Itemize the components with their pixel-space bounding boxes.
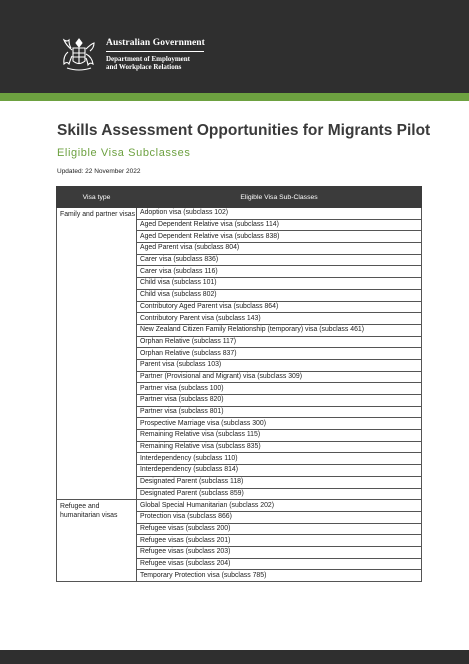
visa-subclass-cell: Aged Dependent Relative visa (subclass 838)	[137, 231, 422, 243]
updated-date: Updated: 22 November 2022	[57, 168, 141, 175]
visa-subclass-cell: Parent visa (subclass 103)	[137, 359, 422, 371]
visa-subclass-cell: Refugee visas (subclass 201)	[137, 535, 422, 547]
visa-subclass-cell: Partner (Provisional and Migrant) visa (subclass 309)	[137, 371, 422, 383]
visa-subclass-cell: Carer visa (subclass 836)	[137, 254, 422, 266]
visa-subclass-cell: Global Special Humanitarian (subclass 202)	[137, 500, 422, 512]
visa-subclass-cell: Aged Parent visa (subclass 804)	[137, 243, 422, 255]
visa-subclass-cell: Contributory Parent visa (subclass 143)	[137, 313, 422, 325]
eligible-visa-table	[56, 186, 422, 582]
column-header-sub-classes: Eligible Visa Sub-Classes	[137, 187, 422, 208]
visa-subclass-cell: Temporary Protection visa (subclass 785)	[137, 570, 422, 582]
visa-subclass-cell: Orphan Relative (subclass 117)	[137, 336, 422, 348]
visa-subclass-cell: Interdependency (subclass 814)	[137, 465, 422, 477]
government-branding	[106, 38, 205, 71]
table-header-row	[57, 187, 422, 208]
page-subtitle: Eligible Visa Subclasses	[57, 147, 191, 159]
visa-subclass-cell: Child visa (subclass 802)	[137, 289, 422, 301]
table-row	[57, 208, 422, 220]
visa-subclass-cell: Contributory Aged Parent visa (subclass 864)	[137, 301, 422, 313]
visa-subclass-cell: Refugee visas (subclass 200)	[137, 523, 422, 535]
visa-subclass-cell: Partner visa (subclass 801)	[137, 406, 422, 418]
visa-subclass-cell: Designated Parent (subclass 118)	[137, 476, 422, 488]
visa-subclass-cell: Aged Dependent Relative visa (subclass 114)	[137, 219, 422, 231]
visa-type-cell: Refugee and humanitarian visas	[57, 500, 137, 582]
visa-subclass-cell: Partner visa (subclass 820)	[137, 395, 422, 407]
visa-type-cell: Family and partner visas	[57, 208, 137, 500]
visa-subclass-cell: Adoption visa (subclass 102)	[137, 208, 422, 220]
coat-of-arms-logo	[58, 34, 100, 74]
department-name-line-2: and Workplace Relations	[106, 63, 182, 71]
column-header-visa-type: Visa type	[57, 187, 137, 208]
visa-subclass-cell: Child visa (subclass 101)	[137, 278, 422, 290]
visa-subclass-cell: New Zealand Citizen Family Relationship (temporary) visa (subclass 461)	[137, 324, 422, 336]
visa-subclass-cell: Orphan Relative (subclass 837)	[137, 348, 422, 360]
department-name-line-1: Department of Employment	[106, 55, 190, 63]
visa-subclass-cell: Carer visa (subclass 116)	[137, 266, 422, 278]
visa-subclass-cell: Remaining Relative visa (subclass 115)	[137, 430, 422, 442]
header-band	[0, 0, 469, 93]
table-body	[57, 208, 422, 582]
page-title: Skills Assessment Opportunities for Migrants Pilot	[57, 122, 431, 139]
visa-subclass-cell: Prospective Marriage visa (subclass 300)	[137, 418, 422, 430]
visa-subclass-cell: Refugee visas (subclass 204)	[137, 558, 422, 570]
footer-band	[0, 650, 469, 664]
visa-subclass-cell: Remaining Relative visa (subclass 835)	[137, 441, 422, 453]
table-row	[57, 500, 422, 512]
visa-subclass-cell: Designated Parent (subclass 859)	[137, 488, 422, 500]
government-name: Australian Government	[106, 38, 205, 48]
visa-subclass-cell: Protection visa (subclass 866)	[137, 511, 422, 523]
branding-divider	[106, 51, 204, 52]
visa-subclass-cell: Refugee visas (subclass 203)	[137, 546, 422, 558]
visa-subclass-cell: Interdependency (subclass 110)	[137, 453, 422, 465]
visa-subclass-cell: Partner visa (subclass 100)	[137, 383, 422, 395]
green-accent-band	[0, 93, 469, 101]
